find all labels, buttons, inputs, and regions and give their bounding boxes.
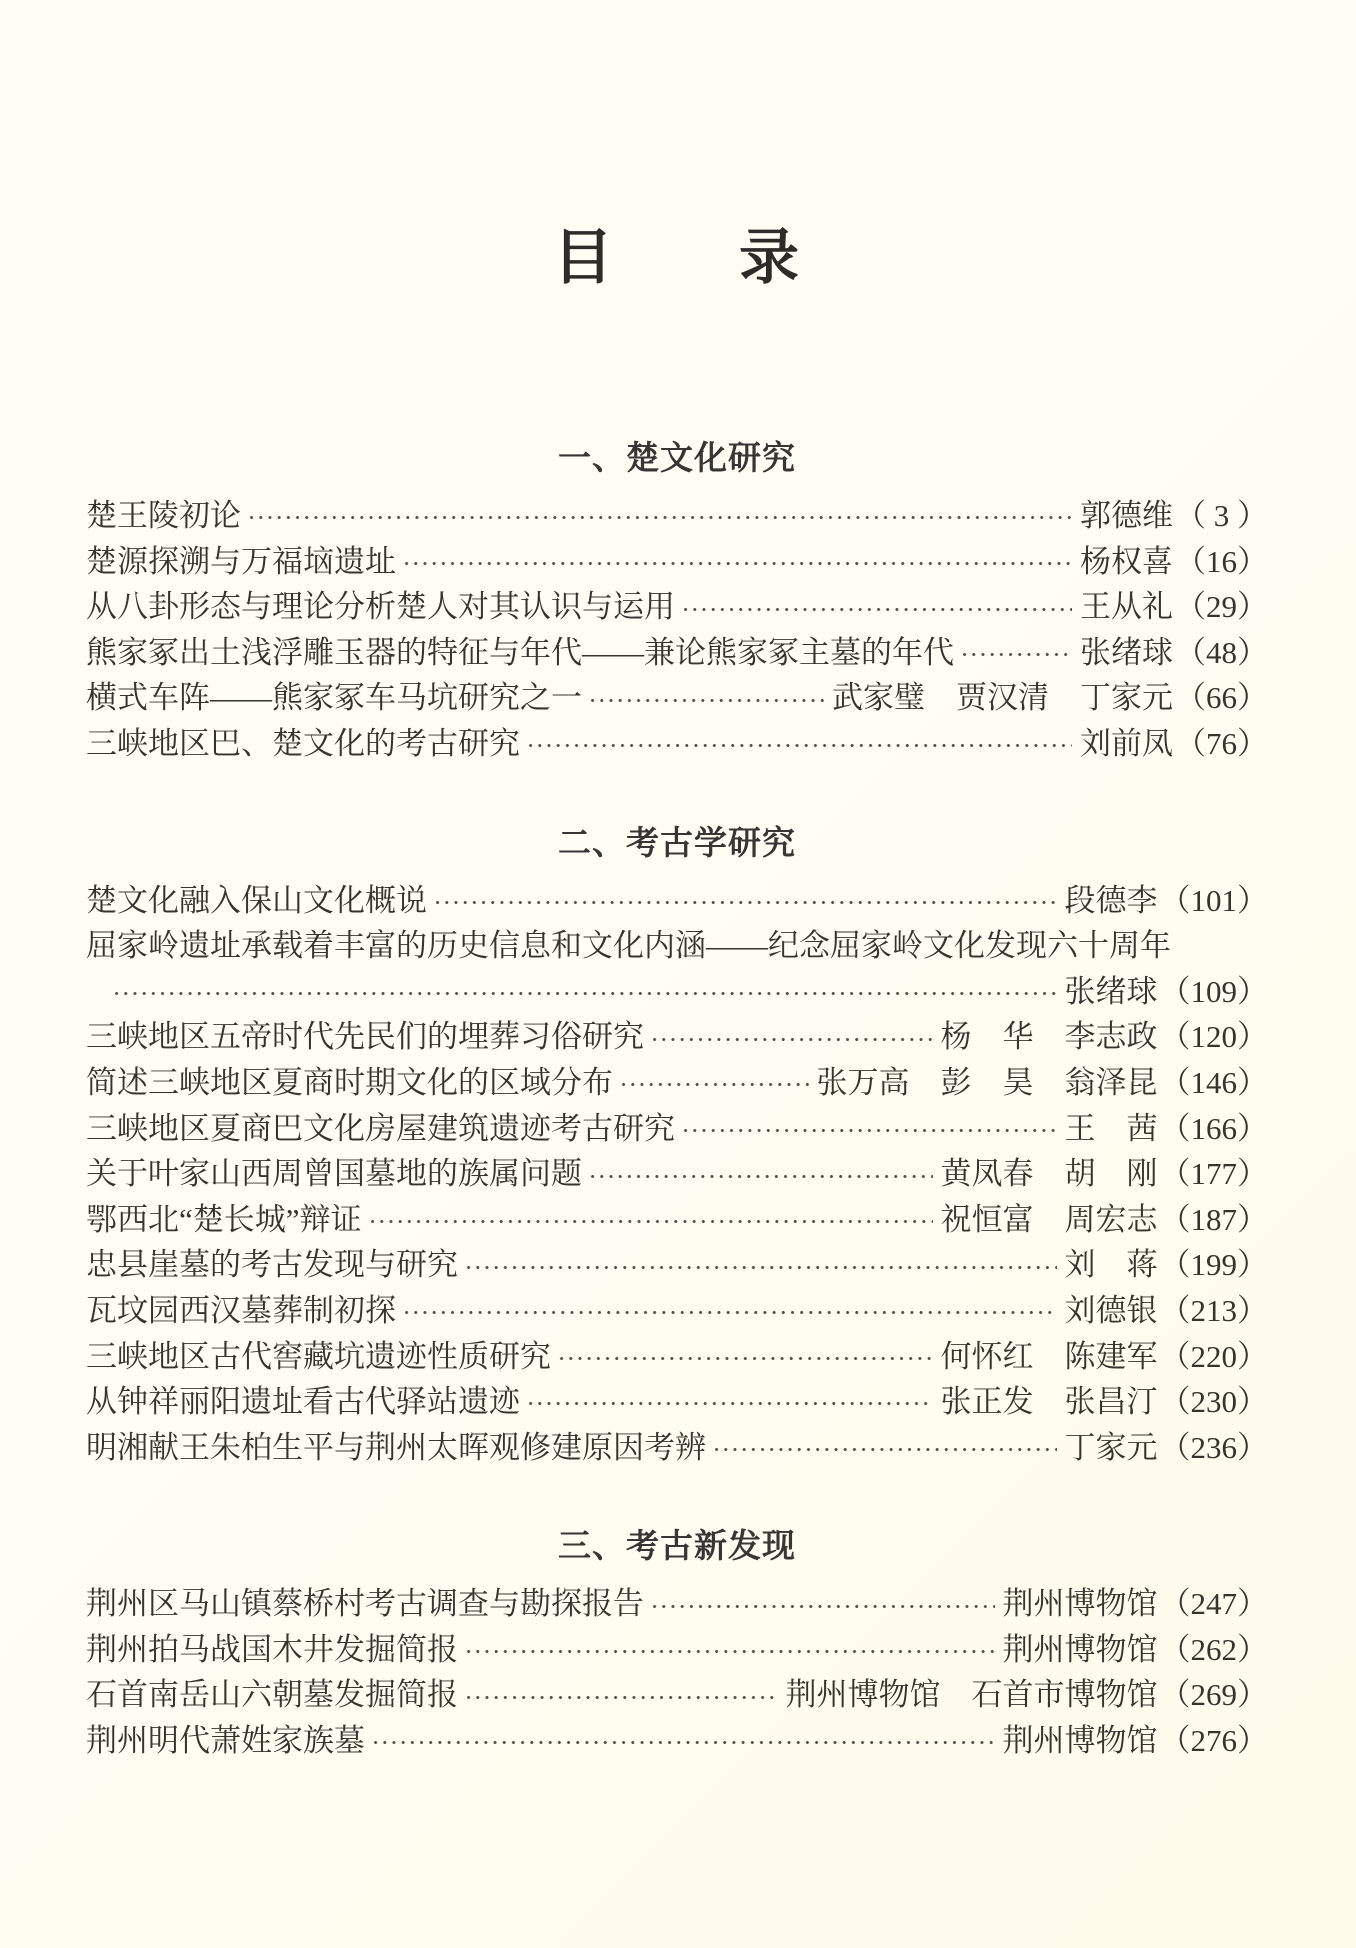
dot-leader	[959, 630, 1072, 676]
entry-authors: 郭德维	[1080, 498, 1173, 533]
entry-title: 石首南岳山六朝墓发掘简报	[86, 1677, 458, 1713]
dot-leader	[618, 1060, 809, 1106]
dot-leader	[711, 1425, 1057, 1471]
entry-authors: 杨权喜	[1080, 543, 1173, 579]
dot-leader	[367, 1197, 933, 1243]
toc-entry	[86, 1242, 1268, 1288]
toc-entry	[86, 539, 1268, 585]
entry-title: 三峡地区五帝时代先民们的埋葬习俗研究	[86, 1019, 644, 1055]
entry-page: （269）	[1159, 1677, 1268, 1713]
entry-title: 从八卦形态与理论分析楚人对其认识与运用	[86, 589, 675, 625]
entry-page: （166）	[1159, 1110, 1268, 1146]
entry-page: （101）	[1159, 882, 1268, 918]
entry-page: （199）	[1159, 1247, 1268, 1283]
entry-page: （76）	[1175, 725, 1268, 761]
entry-authors: 王从礼	[1080, 589, 1173, 625]
entry-page: （48）	[1175, 634, 1268, 670]
entry-page: （16）	[1175, 543, 1268, 579]
toc-entry	[86, 721, 1268, 767]
toc-entry-continuation	[86, 969, 1268, 1015]
entry-page: （230）	[1159, 1384, 1268, 1420]
toc-section	[86, 440, 1268, 767]
entry-title: 鄂西北“楚长城”辩证	[86, 1201, 362, 1237]
entry-page: （213）	[1159, 1292, 1268, 1328]
entry-page: （146）	[1159, 1064, 1268, 1100]
entry-title: 三峡地区古代窖藏坑遗迹性质研究	[86, 1338, 551, 1374]
dot-leader	[525, 721, 1072, 767]
dot-leader	[111, 969, 1057, 1015]
toc-entry	[86, 1581, 1268, 1627]
entry-authors: 黄凤春 胡 刚	[940, 1156, 1158, 1192]
entry-title: 楚源探溯与万福垴遗址	[86, 543, 396, 579]
entry-authors: 段德李	[1064, 882, 1158, 918]
dot-leader	[401, 539, 1072, 585]
section-heading: 二、考古学研究	[558, 823, 796, 861]
entry-authors: 荆州博物馆	[1002, 1586, 1158, 1622]
entry-authors: 荆州博物馆	[1002, 1631, 1158, 1667]
dot-leader	[463, 1627, 995, 1673]
entry-page: （177）	[1159, 1156, 1268, 1192]
dot-leader	[649, 1014, 933, 1060]
dot-leader	[649, 1581, 995, 1627]
entry-authors: 张绪球	[1080, 634, 1173, 670]
dot-leader	[401, 1288, 1057, 1334]
entry-page: （220）	[1159, 1338, 1268, 1374]
entry-authors: 张万高 彭 昊 翁泽昆	[816, 1064, 1158, 1100]
entry-page: （109）	[1159, 973, 1268, 1009]
dot-leader	[463, 1672, 778, 1718]
entry-authors: 刘前凤	[1080, 725, 1173, 761]
entry-title: 明湘献王朱柏生平与荆州太晖观修建原因考辨	[86, 1429, 706, 1465]
page-title: 目 录	[553, 225, 801, 291]
toc-entry	[86, 1379, 1268, 1425]
dot-leader	[463, 1242, 1057, 1288]
entry-authors: 丁家元	[1064, 1429, 1158, 1465]
toc-entry	[86, 1627, 1268, 1673]
toc-entry	[86, 1288, 1268, 1334]
toc-entry	[86, 1014, 1268, 1060]
toc-entry	[86, 493, 1268, 539]
toc-entry	[86, 878, 1268, 924]
entry-page: （66）	[1175, 680, 1268, 716]
toc-entry	[86, 1197, 1268, 1243]
entry-title: 三峡地区巴、楚文化的考古研究	[86, 725, 520, 761]
entry-authors: 刘 蒋	[1064, 1247, 1158, 1283]
entry-title: 横式车阵——熊家冢车马坑研究之一	[86, 680, 582, 716]
entry-page: （276）	[1159, 1723, 1268, 1759]
dot-leader	[587, 1151, 933, 1197]
entry-page: （ 3 ）	[1175, 498, 1268, 533]
entry-authors: 祝恒富 周宏志	[940, 1201, 1158, 1237]
toc-entry	[86, 923, 1268, 969]
entry-title: 熊家冢出土浅浮雕玉器的特征与年代——兼论熊家冢主墓的年代	[86, 634, 954, 670]
entry-authors: 武家璧 贾汉清 丁家元	[832, 680, 1173, 716]
entry-authors: 荆州博物馆 石首市博物馆	[785, 1677, 1158, 1713]
entry-title: 荆州明代萧姓家族墓	[86, 1723, 365, 1759]
toc-entry	[86, 1718, 1268, 1764]
section-heading: 三、考古新发现	[558, 1527, 796, 1565]
entry-title: 简述三峡地区夏商时期文化的区域分布	[86, 1064, 613, 1100]
toc-entry	[86, 1672, 1268, 1718]
entry-authors: 荆州博物馆	[1002, 1723, 1158, 1759]
dot-leader	[246, 493, 1072, 539]
entry-page: （29）	[1175, 589, 1268, 625]
dot-leader	[432, 878, 1057, 924]
toc-sections	[86, 440, 1268, 1764]
toc-entry	[86, 1060, 1268, 1106]
dot-leader	[525, 1379, 933, 1425]
entry-title: 三峡地区夏商巴文化房屋建筑遗迹考古研究	[86, 1110, 675, 1146]
entry-authors: 杨 华 李志政	[940, 1019, 1158, 1055]
toc-entry	[86, 630, 1268, 676]
section-heading: 一、楚文化研究	[558, 439, 796, 476]
entry-title: 关于叶家山西周曾国墓地的族属问题	[86, 1156, 582, 1192]
entry-title: 忠县崖墓的考古发现与研究	[86, 1247, 458, 1283]
entry-page: （262）	[1159, 1631, 1268, 1667]
entry-authors: 王 茜	[1064, 1110, 1158, 1146]
entry-authors: 刘德银	[1064, 1292, 1158, 1328]
entry-page: （187）	[1159, 1201, 1268, 1237]
toc-entry	[86, 1334, 1268, 1380]
dot-leader	[587, 675, 824, 721]
dot-leader	[680, 1106, 1057, 1152]
dot-leader	[370, 1718, 995, 1764]
toc-entry	[86, 1151, 1268, 1197]
toc-section	[86, 1528, 1268, 1763]
entry-title: 从钟祥丽阳遗址看古代驿站遗迹	[86, 1384, 520, 1420]
entry-authors: 张绪球	[1064, 973, 1158, 1009]
entry-title: 荆州区马山镇蔡桥村考古调查与勘探报告	[86, 1586, 644, 1622]
entry-title: 瓦坟园西汉墓葬制初探	[86, 1292, 396, 1328]
toc-section	[86, 825, 1268, 1471]
entry-title: 楚文化融入保山文化概说	[86, 882, 427, 918]
toc-entry	[86, 1425, 1268, 1471]
entry-page: （120）	[1159, 1019, 1268, 1055]
dot-leader	[556, 1334, 933, 1380]
entry-authors: 何怀红 陈建军	[940, 1338, 1158, 1374]
toc-entry	[86, 675, 1268, 721]
toc-entry	[86, 584, 1268, 630]
entry-authors: 张正发 张昌汀	[940, 1384, 1158, 1420]
dot-leader	[680, 584, 1072, 630]
entry-title: 荆州拍马战国木井发掘简报	[86, 1631, 458, 1667]
entry-title: 楚王陵初论	[86, 498, 241, 533]
entry-page: （236）	[1159, 1429, 1268, 1465]
entry-title: 屈家岭遗址承载着丰富的历史信息和文化内涵——纪念屈家岭文化发现六十周年	[86, 928, 1171, 964]
toc-entry	[86, 1106, 1268, 1152]
entry-page: （247）	[1159, 1586, 1268, 1622]
